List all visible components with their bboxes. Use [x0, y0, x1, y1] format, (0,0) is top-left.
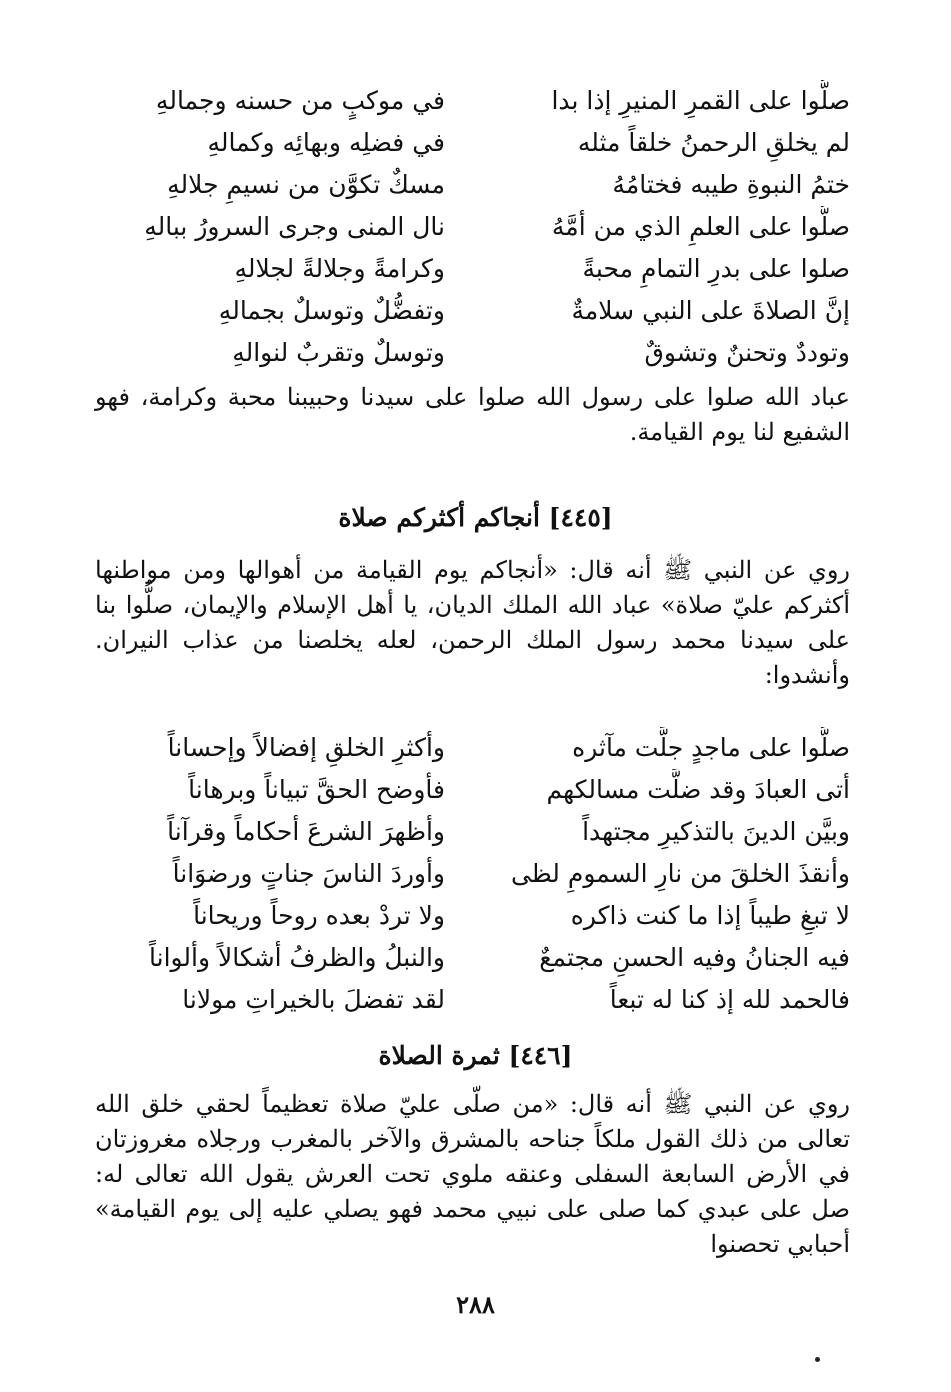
verse-first-hemistich: صلُّوا على القمرِ المنيرِ إذا بدا: [551, 86, 850, 115]
verse-first-hemistich: ختمُ النبوةِ طيبه فختامُهُ: [612, 170, 850, 199]
page-number: ٢٨٨: [456, 1290, 495, 1319]
scan-speck: [815, 1357, 820, 1362]
verse-first-hemistich: صلوا على بدرِ التمامِ محبةً: [582, 254, 850, 283]
verse-first-hemistich: صلُّوا على العلمِ الذي من أمَّهُ: [551, 212, 850, 241]
verse-first-hemistich: لا تبغِ طيباً إذا ما كنت ذاكره: [570, 901, 850, 930]
verse-row: [90, 727, 850, 769]
verse-first-hemistich: وبيَّن الدينَ بالتذكيرِ مجتهداً: [582, 817, 850, 846]
verse-row: [90, 164, 850, 206]
verse-first-hemistich: فالحمد لله إذ كنا له تبعاً: [609, 985, 850, 1014]
verse-first-hemistich: وتوددٌ وتحننٌ وتشوقٌ: [644, 338, 850, 367]
verse-second-hemistich: في فضلِه وبهائِه وكمالهِ: [207, 128, 445, 157]
verse-second-hemistich: نال المنى وجرى السرورُ ببالهِ: [144, 212, 445, 241]
verse-first-hemistich: صلُّوا على ماجدٍ جلَّت مآثره: [572, 733, 850, 762]
verse-second-hemistich: فأوضح الحقَّ تبياناً وبرهاناً: [188, 775, 445, 804]
verse-row: [90, 769, 850, 811]
verse-row: [90, 80, 850, 122]
verse-first-hemistich: فيه الجنانُ وفيه الحسنِ مجتمعٌ: [539, 943, 850, 972]
section-heading-445: [٤٤٥] أنجاكم أكثركم صلاة: [338, 503, 613, 532]
verse-first-hemistich: لم يخلقِ الرحمنُ خلقاً مثله: [577, 128, 850, 157]
paragraph-445: روي عن النبي ﷺ أنه قال: «أنجاكم يوم القيامة من أهوالها ومن مواطنها أكثركم عليّ صلاة» عباد الله الملك الديان، يا أهل الإسلام والإيمان، صلُّوا بنا على سيدنا محمد رسول الملك الرحمن، لعله يخلصنا من عذاب النيران. وأنشدوا:: [95, 556, 850, 689]
verse-first-hemistich: إنَّ الصلاةَ على النبي سلامةٌ: [571, 296, 850, 325]
verse-row: [90, 290, 850, 332]
verse-second-hemistich: وكرامةً وجلالةً لجلالهِ: [234, 254, 445, 283]
paragraph-446: روي عن النبي ﷺ أنه قال: «من صلّى عليّ صلاة تعظيماً لحقي خلق الله تعالى من ذلك القول ملكاً جناحه بالمشرق والآخر بالمغرب ورجلاه مغروزتان في الأرض السابعة السفلى وعنقه ملوي تحت العرش يقول الله تعالى له: صل على عبدي كما صلى على نبيي محمد فهو يصلي عليه إلى يوم القيامة» أحبابي تحصنوا: [95, 1090, 850, 1258]
poem-block-1: [90, 80, 850, 374]
verse-row: [90, 937, 850, 979]
verse-second-hemistich: مسكٌ تكوَّن من نسيمِ جلالهِ: [167, 170, 445, 199]
poem-block-2: [90, 727, 850, 1021]
verse-row: [90, 853, 850, 895]
verse-row: [90, 895, 850, 937]
verse-second-hemistich: وأكثرِ الخلقِ إفضالاً وإحساناً: [167, 733, 445, 762]
verse-first-hemistich: أتى العبادَ وقد ضلَّت مسالكهم: [546, 775, 850, 804]
verse-second-hemistich: وتوسلٌ وتقربٌ لنوالهِ: [232, 338, 445, 367]
verse-second-hemistich: وأوردَ الناسَ جناتٍ ورضوَاناً: [172, 859, 445, 888]
verse-row: [90, 332, 850, 374]
section-heading-446: [٤٤٦] ثمرة الصلاة: [378, 1041, 573, 1070]
verse-row: [90, 811, 850, 853]
verse-row: [90, 248, 850, 290]
verse-second-hemistich: ولا تردْ بعده روحاً وريحاناً: [193, 901, 445, 930]
verse-row: [90, 122, 850, 164]
verse-second-hemistich: لقد تفضلَ بالخيراتِ مولانا: [182, 985, 445, 1014]
verse-row: [90, 206, 850, 248]
paragraph-intro: عباد الله صلوا على رسول الله صلوا على سيدنا وحبيبنا محبة وكرامة، فهو الشفيع لنا يوم القيامة.: [95, 383, 850, 446]
verse-second-hemistich: وأظهرَ الشرعَ أحكاماً وقرآناً: [167, 817, 445, 846]
verse-second-hemistich: وتفضُّلٌ وتوسلٌ بجمالهِ: [218, 296, 445, 325]
verse-row: [90, 979, 850, 1021]
verse-second-hemistich: في موكبٍ من حسنه وجمالهِ: [155, 86, 445, 115]
verse-second-hemistich: والنبلُ والظرفُ أشكالاً وألواناً: [149, 943, 445, 972]
verse-first-hemistich: وأنقذَ الخلقَ من نارِ السمومِ لظى: [510, 859, 850, 888]
